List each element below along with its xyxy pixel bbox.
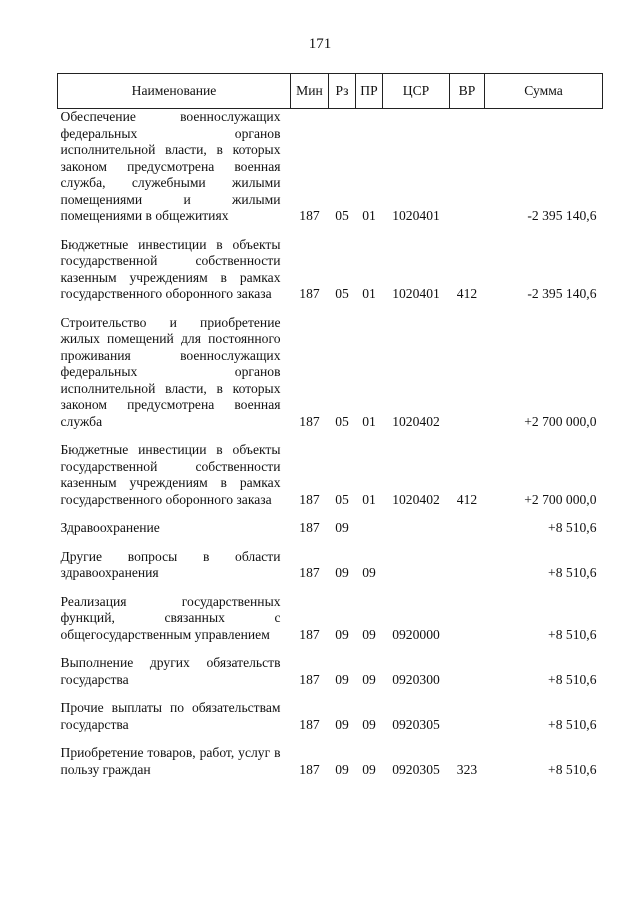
row-sum: +8 510,6: [548, 520, 597, 535]
row-pr: [356, 520, 383, 549]
header-min: Мин: [291, 74, 329, 109]
row-sum: +8 510,6: [548, 671, 597, 687]
row-sum: +2 700 000,0: [524, 413, 597, 429]
row-rz: 09: [335, 520, 349, 535]
row-sum: -2 395 140,6: [527, 208, 597, 223]
row-pr: 01: [362, 286, 376, 301]
row-name: Приобретение товаров, работ, услуг в пользу граждан: [60, 745, 281, 777]
row-name: Другие вопросы в области здравоохранения: [60, 548, 281, 580]
row-vr: [450, 315, 485, 443]
row-csr: 0920300: [392, 671, 440, 687]
table-row: [58, 745, 603, 778]
row-pr: 01: [362, 491, 376, 507]
header-name: Наименование: [58, 74, 291, 109]
row-csr: 0920305: [392, 761, 440, 777]
table-row: [58, 520, 603, 549]
row-min: 187: [299, 761, 320, 777]
row-pr: 09: [362, 716, 376, 732]
row-csr: 1020402: [392, 413, 440, 429]
table-row: [58, 109, 603, 237]
row-vr: [450, 109, 485, 237]
row-vr: 412: [456, 286, 478, 301]
table-row: [58, 655, 603, 700]
table-row: [58, 594, 603, 656]
row-min: 187: [299, 208, 320, 223]
row-min: 187: [299, 520, 320, 535]
row-min: 187: [299, 671, 320, 687]
row-pr: 09: [362, 761, 376, 777]
header-vr: ВР: [450, 74, 485, 109]
table-row: [58, 549, 603, 594]
row-sum: -2 395 140,6: [527, 286, 597, 301]
row-rz: 05: [335, 413, 349, 429]
row-min: 187: [299, 413, 320, 429]
row-name: Строительство и приобретение жилых помещений для постоянного проживания военнослужащих федеральных органов исполнительной власти, в которых законом предусмотрена военная служба: [60, 314, 281, 429]
row-csr: 0920305: [392, 716, 440, 732]
row-min: 187: [299, 626, 320, 642]
row-pr: 01: [362, 413, 376, 429]
row-rz: 09: [335, 565, 349, 580]
table-row: [58, 315, 603, 443]
row-pr: 09: [362, 565, 376, 580]
row-rz: 05: [335, 286, 349, 301]
row-csr: 1020401: [392, 208, 440, 223]
row-name: Реализация государственных функций, связанных с общегосударственным управлением: [60, 593, 281, 642]
row-vr: [450, 549, 485, 594]
row-rz: 05: [335, 491, 349, 507]
row-rz: 09: [335, 716, 349, 732]
row-rz: 09: [335, 671, 349, 687]
row-vr: [450, 700, 485, 745]
row-sum: +8 510,6: [548, 761, 597, 777]
row-pr: 09: [362, 671, 376, 687]
row-name: Выполнение других обязательств государства: [60, 655, 281, 687]
row-vr: [450, 520, 485, 549]
header-rz: Рз: [329, 74, 356, 109]
row-csr: [383, 520, 450, 549]
header-sum: Сумма: [485, 74, 603, 109]
budget-table: [57, 73, 603, 778]
row-rz: 05: [335, 208, 349, 223]
row-name: Бюджетные инвестиции в объекты государственной собственности казенным учреждениям в рамках государственного оборонного заказа: [60, 236, 281, 301]
row-vr: [450, 594, 485, 656]
row-vr: [450, 655, 485, 700]
row-min: 187: [299, 716, 320, 732]
row-name: Здравоохранение: [60, 520, 160, 535]
header-csr: ЦСР: [383, 74, 450, 109]
table-body: [58, 109, 603, 779]
page-number: 171: [308, 36, 332, 52]
row-name: Прочие выплаты по обязательствам государства: [60, 700, 281, 732]
row-pr: 09: [362, 626, 376, 642]
row-csr: 1020402: [392, 491, 440, 507]
row-name: Обеспечение военнослужащих федеральных органов исполнительной власти, в которых законом предусмотрена военная служба, служебными жилыми помещениями и жилыми помещениями в общежитиях: [60, 109, 281, 223]
row-sum: +8 510,6: [548, 626, 597, 642]
row-csr: 0920000: [392, 626, 440, 642]
header-row: [58, 74, 603, 109]
header-pr: ПР: [356, 74, 383, 109]
table-row: [58, 237, 603, 315]
table-row: [58, 442, 603, 520]
row-sum: +8 510,6: [548, 565, 597, 580]
row-vr: 412: [456, 491, 478, 507]
row-rz: 09: [335, 761, 349, 777]
row-min: 187: [299, 286, 320, 301]
table-header: [58, 74, 603, 109]
table-row: [58, 700, 603, 745]
row-sum: +2 700 000,0: [524, 491, 597, 507]
row-min: 187: [299, 491, 320, 507]
row-csr: 1020401: [392, 286, 440, 301]
row-rz: 09: [335, 626, 349, 642]
row-sum: +8 510,6: [548, 716, 597, 732]
row-min: 187: [299, 565, 320, 580]
row-name: Бюджетные инвестиции в объекты государственной собственности казенным учреждениям в рамках государственного оборонного заказа: [60, 442, 281, 507]
row-pr: 01: [362, 208, 376, 223]
row-csr: [383, 549, 450, 594]
row-vr: 323: [456, 761, 478, 777]
